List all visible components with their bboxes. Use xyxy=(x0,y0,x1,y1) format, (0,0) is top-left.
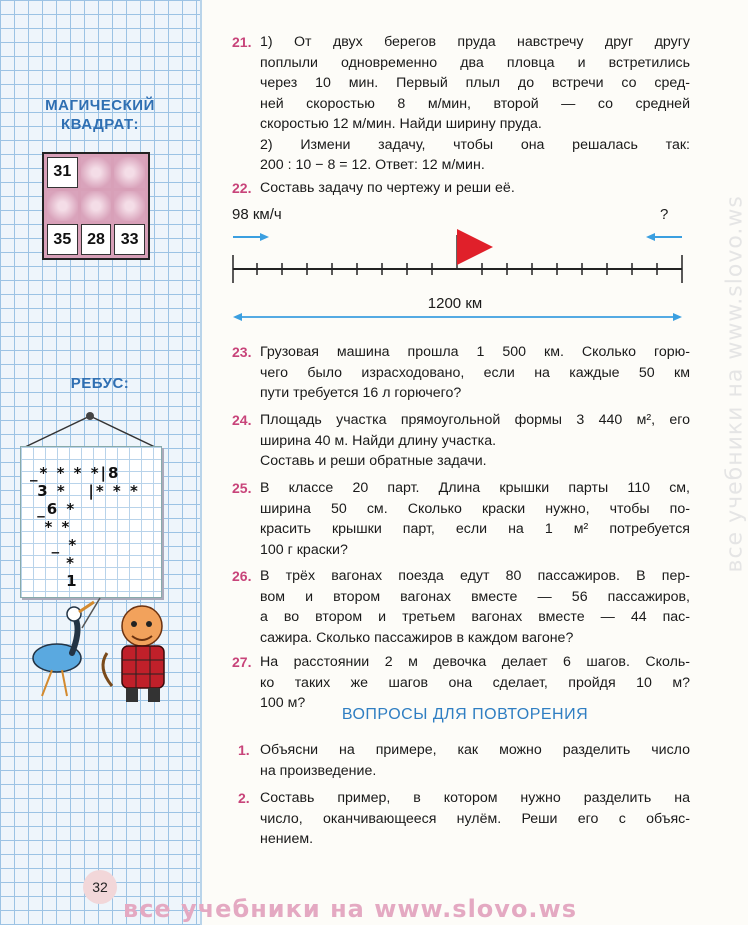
task-number: 25. xyxy=(232,480,252,496)
rebus-line: _* * * *|8 xyxy=(30,464,121,482)
board-hanger-icon xyxy=(15,408,165,450)
footer-watermark: все учебники на www.slovo.ws xyxy=(123,895,577,923)
magic-square-title: МАГИЧЕСКИЙ КВАДРАТ: xyxy=(45,97,155,133)
rebus-line: 3 * |* * * xyxy=(30,482,140,500)
magic-cell: 31 xyxy=(47,157,78,188)
task-24-text: Площадь участка прямоугольной формы 3 440 м², его ширина 40 м. Найди длину участка. Составь и реши обратные задачи. xyxy=(260,412,690,469)
left-speed-arrow-icon xyxy=(233,233,269,241)
distance-label: 1200 км xyxy=(427,295,483,312)
rebus-line: * xyxy=(30,554,76,572)
review-question-2: Составь пример, в котором нужно разделить на число, оканчивающееся нулём. Реши его с объяс- нением. xyxy=(260,790,690,847)
review-title: ВОПРОСЫ ДЛЯ ПОВТОРЕНИЯ xyxy=(341,706,589,723)
review-number: 2. xyxy=(238,790,250,806)
magic-cell xyxy=(47,191,78,222)
rebus-title: РЕБУС: xyxy=(70,375,130,392)
rebus-line: * * xyxy=(30,518,72,536)
task-number: 24. xyxy=(232,412,252,428)
rebus-line: _ * xyxy=(30,536,79,554)
distance-arrow-icon xyxy=(233,313,682,321)
magic-cell xyxy=(114,157,145,188)
task-number: 26. xyxy=(232,568,252,584)
right-speed-label: ? xyxy=(660,206,669,223)
magic-square xyxy=(42,152,150,260)
rebus-line: _6 * xyxy=(30,500,77,518)
task-21-text: 1) От двух берегов пруда навстречу друг другу поплыли одновременно два пловца и встретились через 10 мин. Первый плыл до встречи со сред- ней скоростью 8 м/мин, второй — со средней скоростью 12 м/мин. Найди ширину пруда. 2) Измени задачу, чтобы она решалась так: 200 : 10 − 8 = 12. Ответ: 12 м/мин. xyxy=(260,34,690,173)
review-number: 1. xyxy=(238,742,250,758)
task-number: 21. xyxy=(232,34,252,50)
cartoon-characters-icon xyxy=(12,598,187,708)
magic-cell: 35 xyxy=(47,224,78,255)
task-27-text: На расстоянии 2 м девочка делает 6 шагов. Сколь- ко таких же шагов она сделает, пройдя 10 м? 100 м? xyxy=(260,654,690,711)
left-speed-label: 98 км/ч xyxy=(232,206,282,223)
flag-icon xyxy=(457,229,493,270)
magic-cell: 28 xyxy=(81,224,112,255)
magic-cell xyxy=(114,191,145,222)
magic-cell xyxy=(81,157,112,188)
task-25-text: В классе 20 парт. Длина крышки парты 110 см, ширина 50 см. Сколько краски нужно, чтобы по- красить крышки парт, если на 1 м² потребуется 100 г краски? xyxy=(260,480,690,558)
task-22-text: Составь задачу по чертежу и реши её. xyxy=(260,180,515,196)
task-number: 27. xyxy=(232,654,252,670)
page-number: 32 xyxy=(83,870,117,904)
right-speed-arrow-icon xyxy=(646,233,682,241)
side-watermark: все учебники на www.slovo.ws xyxy=(722,195,748,573)
magic-cell: 33 xyxy=(114,224,145,255)
review-question-1: Объясни на примере, как можно разделить число на произведение. xyxy=(260,742,690,779)
task-number: 23. xyxy=(232,344,252,360)
rebus-line: 1 xyxy=(30,572,79,590)
task-26-text: В трёх вагонах поезда едут 80 пассажиров. В пер- вом и втором вагонах вместе — 56 пассажиров, а во втором и третьем вагонах вместе — 44 пас- сажира. Сколько пассажиров в каждом вагоне? xyxy=(260,568,690,646)
task-23-text: Грузовая машина прошла 1 500 км. Сколько горю- чего было израсходовано, если на каждые 50 км пути требуется 16 л горючего? xyxy=(260,344,690,401)
magic-cell xyxy=(81,191,112,222)
task-number: 22. xyxy=(232,180,252,196)
